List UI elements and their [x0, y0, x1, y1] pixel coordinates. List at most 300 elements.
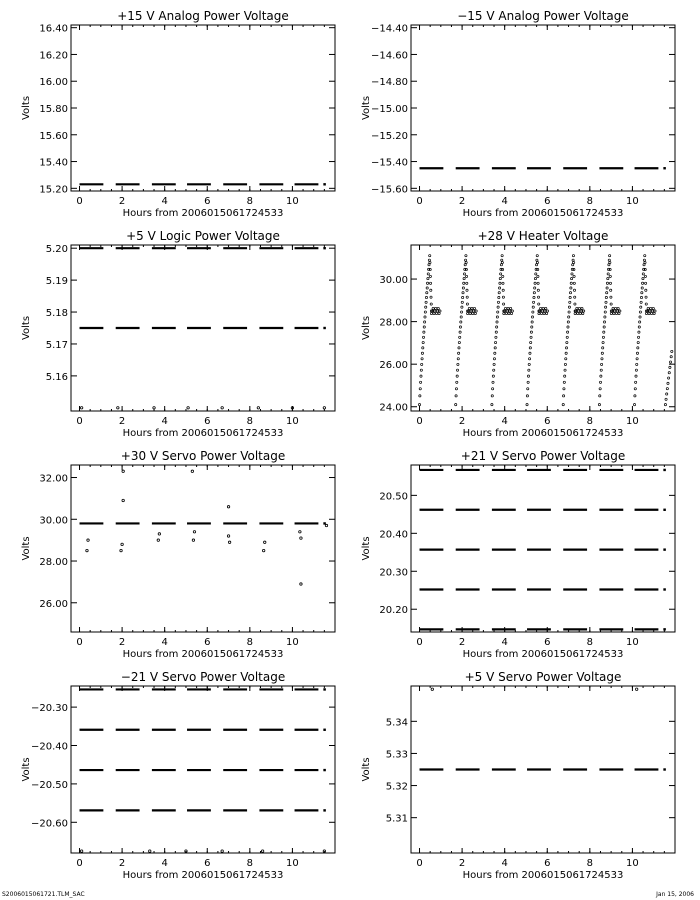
data-point — [494, 341, 496, 343]
data-point — [635, 688, 637, 690]
data-point — [635, 375, 637, 377]
data-point — [424, 311, 426, 313]
data-point — [496, 321, 498, 323]
x-tick-label: 10 — [286, 416, 299, 427]
data-point — [427, 277, 429, 279]
data-point — [428, 259, 430, 261]
data-point — [580, 310, 582, 312]
data-point — [501, 268, 503, 270]
y-tick-label: 5.18 — [45, 308, 68, 320]
data-point — [121, 543, 123, 545]
data-point — [604, 311, 606, 313]
data-point — [600, 375, 602, 377]
data-point — [538, 303, 540, 305]
chart-title: −15 V Analog Power Voltage — [457, 9, 629, 23]
data-point — [426, 292, 428, 294]
data-point — [473, 307, 475, 309]
data-point — [536, 259, 538, 261]
plot-frame — [411, 465, 675, 632]
data-point — [582, 312, 584, 314]
data-point — [323, 729, 326, 731]
data-point — [534, 287, 536, 289]
data-point — [537, 275, 539, 277]
data-point — [228, 541, 230, 543]
data-point — [459, 331, 461, 333]
data-point — [601, 358, 603, 360]
data-point — [494, 352, 496, 354]
x-tick-label: 0 — [416, 196, 423, 207]
data-point — [529, 347, 531, 349]
data-point — [457, 363, 459, 365]
data-point — [574, 296, 576, 298]
data-point — [511, 310, 513, 312]
data-point — [573, 261, 575, 263]
data-point — [465, 261, 467, 263]
y-tick-label: 5.33 — [385, 749, 408, 761]
data-point — [670, 356, 672, 358]
data-point — [423, 331, 425, 333]
data-point — [419, 395, 421, 397]
data-point — [430, 289, 432, 291]
data-point — [507, 307, 509, 309]
data-point — [615, 307, 617, 309]
footer-filename: S2006015061721.TLM_SAC — [2, 891, 85, 898]
data-point — [641, 287, 643, 289]
data-point — [568, 306, 570, 308]
data-point — [639, 321, 641, 323]
data-point — [187, 407, 189, 409]
y-axis-label: Volts — [21, 757, 32, 782]
data-point — [492, 375, 494, 377]
data-point — [419, 388, 421, 390]
x-tick-label: 10 — [286, 858, 299, 869]
data-point — [153, 407, 155, 409]
data-point — [191, 470, 193, 472]
x-tick-label: 0 — [416, 637, 423, 648]
data-point — [455, 395, 457, 397]
chart-title: +15 V Analog Power Voltage — [117, 9, 289, 23]
y-tick-label: 30.00 — [39, 515, 68, 527]
data-point — [640, 301, 642, 303]
x-tick-label: 0 — [416, 416, 423, 427]
data-point — [639, 316, 641, 318]
data-point — [601, 363, 603, 365]
x-tick-label: 6 — [544, 637, 551, 648]
y-tick-label: 20.30 — [379, 567, 408, 579]
data-point — [541, 310, 543, 312]
data-point — [637, 347, 639, 349]
data-point — [439, 310, 441, 312]
x-tick-label: 2 — [458, 196, 466, 207]
data-point — [262, 549, 264, 551]
data-point — [540, 312, 542, 314]
y-tick-label: 20.40 — [379, 529, 408, 541]
data-point — [122, 499, 124, 501]
y-axis-label: Volts — [361, 536, 372, 561]
data-point — [435, 312, 437, 314]
data-point — [599, 381, 601, 383]
x-tick-label: 2 — [458, 416, 466, 427]
data-point — [645, 312, 647, 314]
data-point — [506, 310, 508, 312]
plot-frame — [411, 25, 675, 191]
data-point — [458, 347, 460, 349]
data-point — [465, 268, 467, 270]
x-tick-label: 2 — [118, 196, 126, 207]
x-tick-label: 10 — [626, 858, 639, 869]
x-axis-label: Hours from 2006015061724533 — [122, 870, 284, 881]
data-point — [562, 404, 564, 406]
data-point — [544, 310, 546, 312]
data-point — [663, 768, 666, 770]
data-point — [430, 296, 432, 298]
data-point — [569, 296, 571, 298]
data-point — [421, 358, 423, 360]
y-tick-label: 24.00 — [379, 402, 408, 414]
data-point — [605, 296, 607, 298]
data-point — [157, 539, 159, 541]
data-point — [637, 336, 639, 338]
y-tick-label: 30.00 — [379, 275, 408, 287]
data-point — [605, 301, 607, 303]
data-point — [645, 282, 647, 284]
x-axis-label: Hours from 2006015061724533 — [462, 208, 624, 219]
data-point — [509, 310, 511, 312]
data-point — [536, 255, 538, 257]
chart-panel-1 — [21, 9, 335, 219]
data-point — [227, 535, 229, 537]
data-point — [545, 307, 547, 309]
data-point — [636, 352, 638, 354]
data-point — [323, 327, 326, 329]
data-point — [423, 326, 425, 328]
data-point — [607, 277, 609, 279]
y-tick-label: −15.60 — [370, 184, 408, 196]
data-point — [606, 282, 608, 284]
data-point — [438, 312, 440, 314]
chart-panel-7 — [21, 670, 335, 881]
data-point — [424, 321, 426, 323]
data-point — [651, 310, 653, 312]
y-tick-label: 15.80 — [39, 104, 68, 115]
data-point — [496, 326, 498, 328]
y-tick-label: 16.20 — [39, 50, 68, 62]
data-point — [465, 255, 467, 257]
data-point — [221, 407, 223, 409]
data-point — [460, 311, 462, 313]
data-point — [495, 336, 497, 338]
data-point — [606, 292, 608, 294]
plot-frame — [71, 25, 335, 191]
data-point — [460, 316, 462, 318]
x-tick-label: 4 — [501, 858, 508, 869]
data-point — [257, 407, 259, 409]
x-tick-label: 0 — [76, 637, 83, 648]
data-point — [457, 358, 459, 360]
data-point — [647, 307, 649, 309]
data-point — [299, 531, 301, 533]
y-axis-label: Volts — [21, 315, 32, 341]
data-point — [527, 375, 529, 377]
data-point — [474, 312, 476, 314]
data-point — [458, 341, 460, 343]
data-point — [540, 307, 542, 309]
data-point — [432, 307, 434, 309]
chart-title: −21 V Servo Power Voltage — [120, 670, 286, 684]
data-point — [465, 275, 467, 277]
data-point — [607, 273, 609, 275]
data-point — [643, 259, 645, 261]
y-tick-label: −15.20 — [370, 130, 408, 142]
data-point — [573, 289, 575, 291]
data-point — [458, 352, 460, 354]
data-point — [601, 352, 603, 354]
x-tick-label: 8 — [246, 637, 254, 648]
data-point — [638, 326, 640, 328]
data-point — [531, 326, 533, 328]
data-point — [579, 312, 581, 314]
data-point — [570, 287, 572, 289]
data-point — [510, 312, 512, 314]
data-point — [466, 289, 468, 291]
data-point — [574, 303, 576, 305]
data-point — [602, 341, 604, 343]
data-point — [606, 287, 608, 289]
x-tick-label: 6 — [204, 858, 211, 869]
x-axis-label: Hours from 2006015061724533 — [122, 208, 284, 219]
x-tick-label: 6 — [544, 416, 551, 427]
data-point — [617, 307, 619, 309]
x-axis-label: Hours from 2006015061724533 — [462, 428, 624, 439]
data-point — [609, 255, 611, 257]
data-point — [323, 769, 326, 771]
data-point — [567, 326, 569, 328]
x-tick-label: 8 — [586, 858, 594, 869]
data-point — [610, 289, 612, 291]
data-point — [422, 341, 424, 343]
x-axis-label: Hours from 2006015061724533 — [122, 428, 284, 439]
data-point — [599, 395, 601, 397]
y-tick-label: −14.60 — [370, 50, 408, 62]
data-point — [571, 273, 573, 275]
data-point — [546, 310, 548, 312]
data-point — [429, 261, 431, 263]
data-point — [533, 296, 535, 298]
data-point — [497, 301, 499, 303]
data-point — [642, 277, 644, 279]
data-point — [568, 316, 570, 318]
data-point — [667, 382, 669, 384]
data-point — [497, 311, 499, 313]
data-point — [573, 268, 575, 270]
data-point — [565, 347, 567, 349]
data-point — [462, 292, 464, 294]
data-point — [158, 533, 160, 535]
data-point — [434, 310, 436, 312]
data-point — [653, 312, 655, 314]
data-point — [639, 311, 641, 313]
data-point — [565, 352, 567, 354]
data-point — [634, 388, 636, 390]
x-tick-label: 6 — [204, 196, 211, 207]
data-point — [492, 381, 494, 383]
data-point — [616, 310, 618, 312]
data-point — [300, 537, 302, 539]
data-point — [665, 398, 667, 400]
data-point — [456, 369, 458, 371]
data-point — [504, 307, 506, 309]
data-point — [563, 388, 565, 390]
data-point — [609, 261, 611, 263]
data-point — [608, 259, 610, 261]
x-tick-label: 10 — [626, 196, 639, 207]
data-point — [644, 268, 646, 270]
data-point — [668, 377, 670, 379]
data-point — [613, 312, 615, 314]
data-point — [527, 381, 529, 383]
data-point — [461, 301, 463, 303]
data-point — [425, 296, 427, 298]
data-point — [534, 282, 536, 284]
data-point — [499, 282, 501, 284]
data-point — [300, 583, 302, 585]
x-tick-label: 0 — [76, 858, 83, 869]
data-point — [420, 369, 422, 371]
data-point — [424, 316, 426, 318]
x-tick-label: 6 — [204, 416, 211, 427]
data-point — [462, 296, 464, 298]
data-point — [475, 310, 477, 312]
data-point — [542, 307, 544, 309]
data-point — [323, 183, 326, 185]
data-point — [472, 310, 474, 312]
data-point — [666, 388, 668, 390]
data-point — [418, 404, 420, 406]
x-axis-label: Hours from 2006015061724533 — [462, 870, 624, 881]
data-point — [491, 395, 493, 397]
data-point — [470, 310, 472, 312]
data-point — [603, 326, 605, 328]
x-tick-label: 4 — [161, 416, 168, 427]
data-point — [531, 321, 533, 323]
data-point — [618, 312, 620, 314]
data-point — [471, 307, 473, 309]
y-tick-label: 15.40 — [39, 157, 68, 169]
data-point — [323, 522, 326, 524]
data-point — [614, 310, 616, 312]
data-point — [654, 310, 656, 312]
data-point — [467, 312, 469, 314]
x-tick-label: 4 — [161, 858, 168, 869]
x-tick-label: 8 — [246, 858, 254, 869]
data-point — [502, 282, 504, 284]
data-point — [437, 307, 439, 309]
chart-title: +5 V Logic Power Voltage — [126, 229, 280, 243]
data-point — [497, 306, 499, 308]
data-point — [494, 347, 496, 349]
data-point — [668, 372, 670, 374]
x-tick-label: 6 — [544, 196, 551, 207]
data-point — [640, 306, 642, 308]
y-tick-label: 16.00 — [39, 77, 68, 89]
x-tick-label: 8 — [586, 416, 594, 427]
data-point — [609, 275, 611, 277]
x-tick-label: 4 — [161, 196, 168, 207]
y-tick-label: 5.19 — [45, 276, 68, 288]
data-point — [86, 549, 88, 551]
data-point — [501, 261, 503, 263]
x-tick-label: 10 — [626, 416, 639, 427]
chart-title: +28 V Heater Voltage — [477, 229, 609, 243]
x-tick-label: 10 — [286, 637, 299, 648]
data-point — [530, 331, 532, 333]
data-point — [610, 303, 612, 305]
data-point — [635, 369, 637, 371]
data-point — [80, 407, 82, 409]
y-tick-label: −15.40 — [370, 157, 408, 169]
data-point — [566, 336, 568, 338]
data-point — [663, 509, 666, 511]
chart-title: +5 V Servo Power Voltage — [464, 670, 622, 684]
data-point — [583, 310, 585, 312]
data-point — [609, 282, 611, 284]
data-point — [460, 321, 462, 323]
x-tick-label: 10 — [286, 196, 299, 207]
data-point — [603, 331, 605, 333]
data-point — [577, 312, 579, 314]
plot-frame — [411, 245, 675, 411]
data-point — [564, 363, 566, 365]
data-point — [602, 336, 604, 338]
data-point — [574, 312, 576, 314]
y-tick-label: 5.31 — [385, 813, 408, 825]
data-point — [669, 366, 671, 368]
data-point — [120, 549, 122, 551]
data-point — [461, 306, 463, 308]
y-axis-label: Volts — [361, 315, 372, 341]
plot-frame — [71, 465, 335, 632]
x-tick-label: 6 — [204, 637, 211, 648]
data-point — [508, 312, 510, 314]
data-point — [568, 311, 570, 313]
y-tick-label: 20.20 — [379, 605, 408, 617]
data-point — [463, 273, 465, 275]
data-point — [495, 331, 497, 333]
data-point — [492, 388, 494, 390]
data-point — [427, 273, 429, 275]
data-point — [323, 809, 326, 811]
data-point — [430, 312, 432, 314]
y-tick-label: −20.30 — [30, 703, 68, 715]
y-tick-label: −15.00 — [370, 104, 408, 115]
data-point — [638, 331, 640, 333]
data-point — [645, 296, 647, 298]
data-point — [572, 259, 574, 261]
x-tick-label: 8 — [586, 196, 594, 207]
data-point — [429, 268, 431, 270]
data-point — [644, 255, 646, 257]
data-point — [581, 307, 583, 309]
data-point — [537, 296, 539, 298]
data-point — [576, 307, 578, 309]
x-tick-label: 2 — [118, 416, 126, 427]
y-axis-label: Volts — [21, 536, 32, 561]
data-point — [571, 277, 573, 279]
data-point — [609, 268, 611, 270]
chart-title: +21 V Servo Power Voltage — [460, 449, 626, 463]
data-point — [499, 277, 501, 279]
data-point — [87, 539, 89, 541]
